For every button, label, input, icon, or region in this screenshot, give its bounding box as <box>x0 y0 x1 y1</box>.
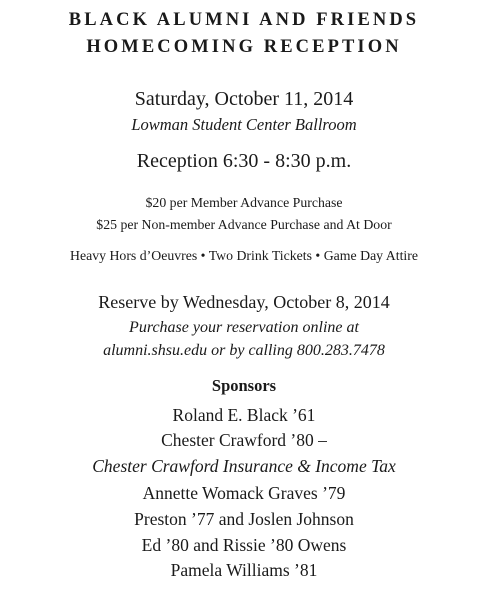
sponsors-heading: Sponsors <box>211 376 277 395</box>
sponsor-item: Pamela Williams ’81 <box>170 560 318 580</box>
event-venue: Lowman Student Center Ballroom <box>131 115 357 134</box>
reception-time: Reception 6:30 - 8:30 p.m. <box>136 150 352 172</box>
member-price: $20 per Member Advance Purchase <box>145 195 343 210</box>
sponsor-item: Chester Crawford Insurance & Income Tax <box>92 456 396 476</box>
event-date: Saturday, October 11, 2014 <box>134 88 354 110</box>
sponsor-item: Ed ’80 and Rissie ’80 Owens <box>141 535 347 555</box>
title-line-1: BLACK ALUMNI AND FRIENDS <box>68 10 420 30</box>
sponsor-item: Preston ’77 and Joslen Johnson <box>134 509 354 529</box>
sponsor-item: Roland E. Black ’61 <box>172 405 316 425</box>
sponsor-item: Annette Womack Graves ’79 <box>142 483 346 503</box>
online-reservation-line-2: alumni.shsu.edu or by calling 800.283.7478 <box>103 342 385 359</box>
reserve-deadline: Reserve by Wednesday, October 8, 2014 <box>98 292 390 312</box>
nonmember-price: $25 per Non-member Advance Purchase and At Door <box>96 217 392 232</box>
title-line-2: HOMECOMING RECEPTION <box>86 37 402 57</box>
sponsor-item: Chester Crawford ’80 – <box>161 430 327 450</box>
amenities-line: Heavy Hors d’Oeuvres • Two Drink Tickets • Game Day Attire <box>70 248 418 263</box>
online-reservation-line-1: Purchase your reservation online at <box>129 319 359 336</box>
